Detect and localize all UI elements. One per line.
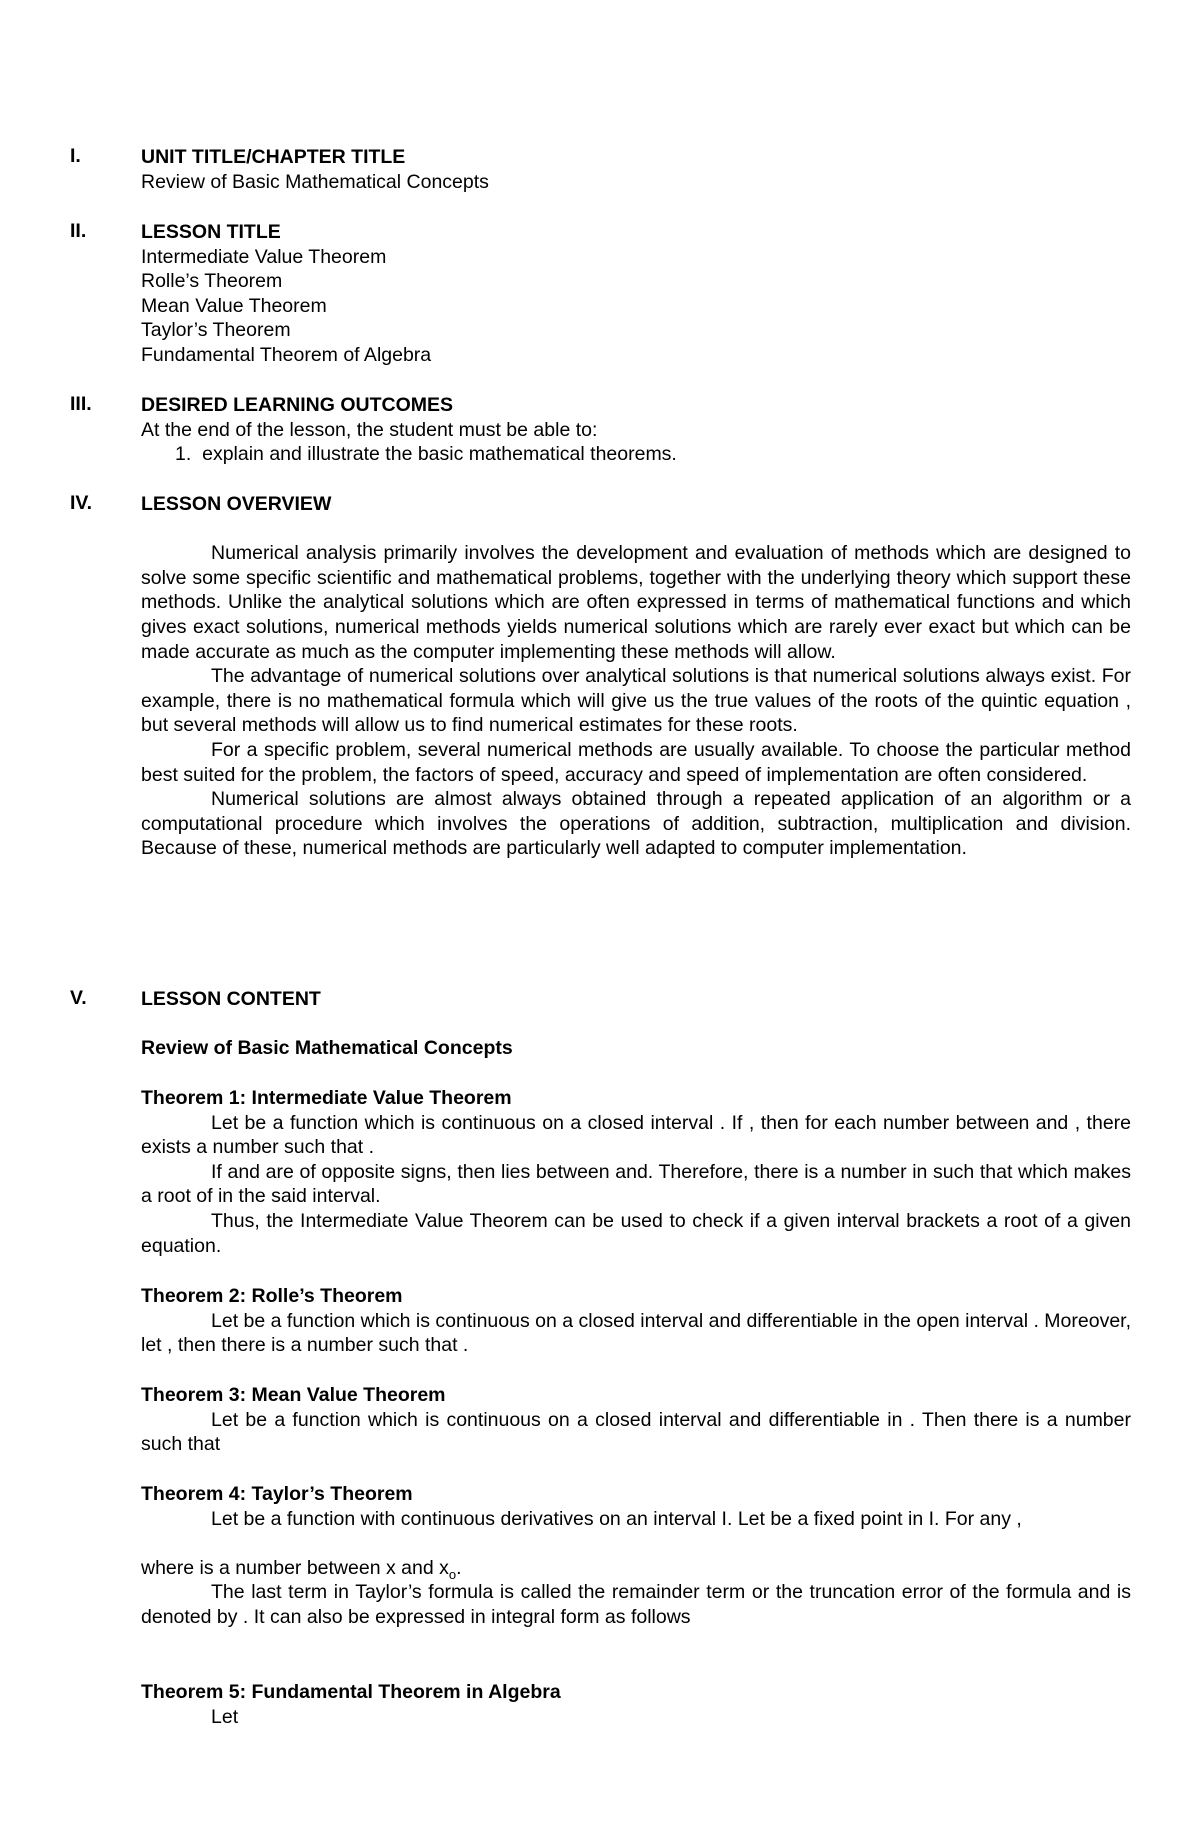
theorem-title: Theorem 5: Fundamental Theorem in Algebra — [141, 1681, 561, 1703]
theorem-title: Theorem 2: Rolle’s Theorem — [141, 1285, 403, 1307]
lesson-title-line: Fundamental Theorem of Algebra — [141, 343, 432, 366]
theorem-2 — [141, 1284, 1131, 1358]
section-number-3: III. — [70, 393, 92, 415]
section-lesson-title — [141, 220, 1131, 368]
section-number-1: I. — [70, 145, 81, 167]
section-heading: UNIT TITLE/CHAPTER TITLE — [141, 146, 406, 168]
theorem-paragraph: Let be a function with continuous derivatives on an interval I. Let be a fixed point in I. For any , — [211, 1507, 1022, 1530]
section-heading: LESSON TITLE — [141, 221, 281, 243]
theorem-5 — [141, 1680, 1131, 1729]
section-number-2: II. — [70, 220, 87, 242]
theorem-text: . — [456, 1556, 462, 1579]
outcomes-intro: At the end of the lesson, the student must be able to: — [141, 418, 598, 441]
overview-paragraph: Numerical analysis primarily involves the development and evaluation of methods which are designed to solve some specific scientific and mathematical problems, together with the underlying theory which support these methods. Unlike the analytical solutions which are often expressed in terms of mathematical functions and which gives exact solutions, numerical methods yields numerical solutions which are rarely ever exact but which can be made accurate as much as the computer implementing these methods will allow. — [141, 542, 1131, 663]
theorem-paragraph: Let be a function which is continuous on a closed interval and differentiable in the open interval . Moreover, let , then there is a number such that . — [141, 1309, 1131, 1357]
theorem-title: Theorem 1: Intermediate Value Theorem — [141, 1087, 512, 1109]
section-lesson-content — [141, 987, 1131, 1061]
theorem-paragraph: If and are of opposite signs, then lies between and. Therefore, there is a number in such that which makes a root of in the said interval. — [141, 1160, 1131, 1208]
section-number-5: V. — [70, 987, 87, 1009]
section-lesson-overview — [141, 492, 1131, 861]
section-line: Review of Basic Mathematical Concepts — [141, 170, 489, 193]
theorem-4 — [141, 1482, 1131, 1630]
theorem-1 — [141, 1086, 1131, 1258]
outcome-item — [141, 442, 1131, 467]
outcome-number: 1. — [175, 443, 192, 466]
lesson-title-line: Rolle’s Theorem — [141, 270, 283, 293]
overview-paragraph: Numerical solutions are almost always obtained through a repeated application of an algorithm or a computational procedure which involves the operations of addition, subtraction, multiplication and division. Because of these, numerical methods are particularly well adapted to computer implementation. — [141, 788, 1131, 860]
overview-paragraph: The advantage of numerical solutions over analytical solutions is that numerical solutions always exist. For example, there is no mathematical formula which will give us the true values of the roots of the quintic equation , but several methods will allow us to find numerical estimates for these roots. — [141, 665, 1131, 737]
outcome-text: explain and illustrate the basic mathematical theorems. — [202, 443, 677, 466]
lesson-title-line: Mean Value Theorem — [141, 294, 327, 317]
theorem-paragraph: The last term in Taylor’s formula is called the remainder term or the truncation error of the formula and is denoted by . It can also be expressed in integral form as follows — [141, 1581, 1131, 1628]
section-unit-title — [141, 145, 1131, 194]
theorem-paragraph: Thus, the Intermediate Value Theorem can be used to check if a given interval brackets a root of a given equation. — [141, 1209, 1131, 1257]
theorem-paragraph: Let — [211, 1705, 239, 1728]
content-subtitle: Review of Basic Mathematical Concepts — [141, 1037, 513, 1060]
theorem-title: Theorem 3: Mean Value Theorem — [141, 1384, 446, 1406]
section-heading: DESIRED LEARNING OUTCOMES — [141, 394, 454, 416]
theorem-text: where is a number between x and x — [141, 1556, 449, 1579]
lesson-title-line: Intermediate Value Theorem — [141, 245, 387, 268]
section-number-4: IV. — [70, 492, 93, 514]
section-heading: LESSON OVERVIEW — [141, 493, 332, 515]
subscript: o — [448, 1566, 457, 1582]
theorem-paragraph: Let be a function which is continuous on a closed interval . If , then for each number between and , there exists a number such that . — [141, 1111, 1131, 1159]
theorem-title: Theorem 4: Taylor’s Theorem — [141, 1483, 413, 1505]
section-heading: LESSON CONTENT — [141, 988, 321, 1010]
lesson-title-line: Taylor’s Theorem — [141, 319, 291, 342]
theorem-paragraph: Let be a function which is continuous on a closed interval and differentiable in . Then there is a number such that — [141, 1408, 1131, 1456]
theorem-paragraph — [141, 1556, 1131, 1581]
theorem-3 — [141, 1383, 1131, 1457]
overview-paragraph: For a specific problem, several numerical methods are usually available. To choose the particular method best suited for the problem, the factors of speed, accuracy and speed of implementation are often considered. — [141, 738, 1131, 786]
section-learning-outcomes — [141, 393, 1131, 467]
